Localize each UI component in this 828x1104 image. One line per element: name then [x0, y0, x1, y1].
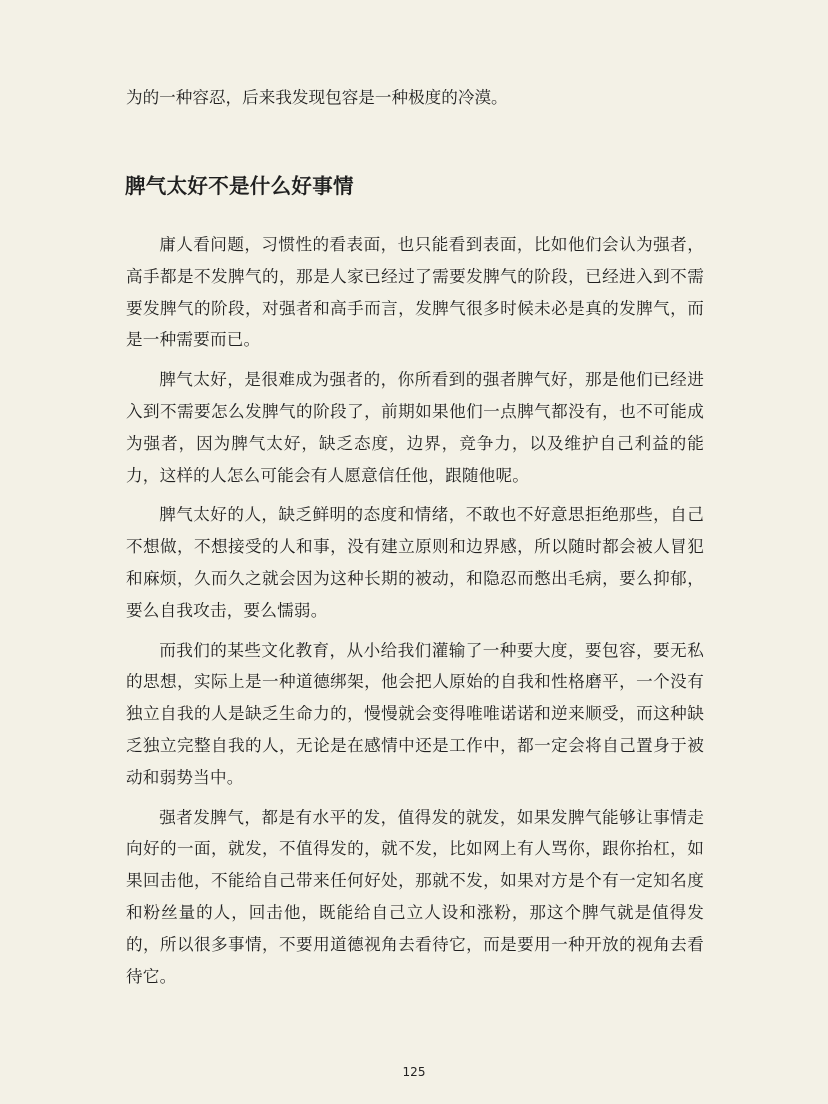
paragraph-1: 庸人看问题，习惯性的看表面，也只能看到表面，比如他们会认为强者，高手都是不发脾气的，那是人家已经过了需要发脾气的阶段，已经进入到不需要发脾气的阶段，对强者和高手而言，发脾气很多时候未必是真的发脾气，而是一种需要而已。 [126, 235, 704, 350]
paragraph-4: 而我们的某些文化教育，从小给我们灌输了一种要大度，要包容，要无私的思想，实际上是一种道德绑架，他会把人原始的自我和性格磨平，一个没有独立自我的人是缺乏生命力的，慢慢就会变得唯唯诺诺和逆来顺受，而这种缺乏独立完整自我的人，无论是在感情中还是工作中，都一定会将自己置身于被动和弱势当中。 [126, 640, 704, 787]
section-body [126, 229, 704, 1000]
page-number: 125 [402, 1065, 426, 1079]
section-heading: 脾气太好不是什么好事情 [125, 174, 354, 198]
paragraph-5: 强者发脾气，都是有水平的发，值得发的就发，如果发脾气能够让事情走向好的一面，就发，不值得发的，就不发，比如网上有人骂你，跟你抬杠，如果回击他，不能给自己带来任何好处，那就不发，如果对方是个有一定知名度和粉丝量的人，回击他，既能给自己立人设和涨粉，那这个脾气就是值得发的，所以很多事情，不要用道德视角去看待它，而是要用一种开放的视角去看待它。 [126, 807, 704, 986]
continued-text-line: 为的一种容忍，后来我发现包容是一种极度的冷漠。 [126, 88, 508, 107]
paragraph-3: 脾气太好的人，缺乏鲜明的态度和情绪，不敢也不好意思拒绝那些，自己不想做，不想接受的人和事，没有建立原则和边界感，所以随时都会被人冒犯和麻烦，久而久之就会因为这种长期的被动，和隐忍而憋出毛病，要么抑郁，要么自我攻击，要么懦弱。 [126, 505, 704, 620]
paragraph-2: 脾气太好，是很难成为强者的，你所看到的强者脾气好，那是他们已经进入到不需要怎么发脾气的阶段了，前期如果他们一点脾气都没有，也不可能成为强者，因为脾气太好，缺乏态度，边界，竞争力，以及维护自己利益的能力，这样的人怎么可能会有人愿意信任他，跟随他呢。 [126, 370, 704, 485]
